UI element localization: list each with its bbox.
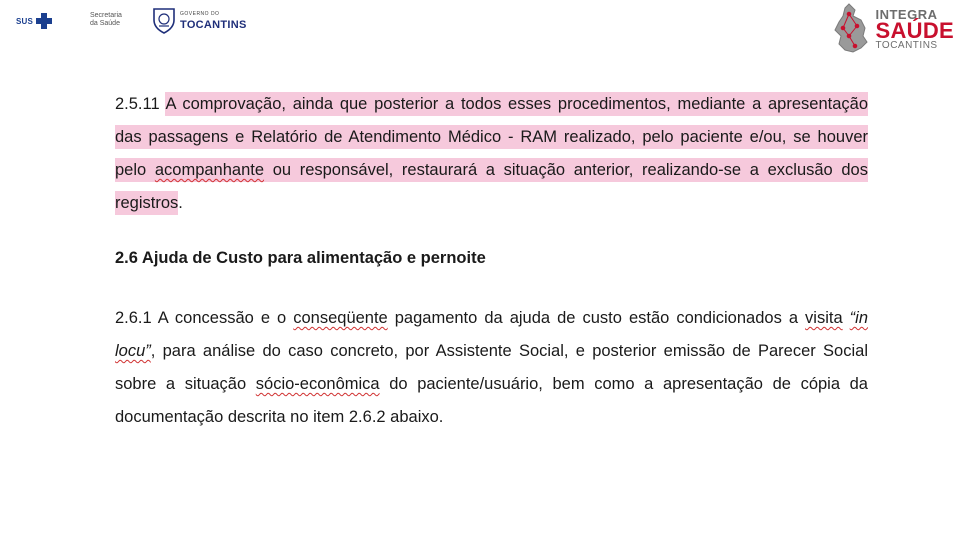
tocantins-shield-icon (152, 6, 176, 34)
integra-saude-logo (831, 2, 954, 54)
secretaria-logo (90, 12, 122, 28)
para2-text1: 2.6.1 A concessão e o (115, 309, 294, 327)
para2-text2: pagamento da ajuda de custo estão condicionados a (387, 309, 806, 327)
spellcheck-word-visita: visita (805, 309, 843, 327)
integra-line1: INTEGRA (875, 7, 938, 22)
document-body (104, 88, 872, 434)
secretaria-line2: da Saúde (90, 20, 120, 27)
para2-text3 (843, 309, 850, 327)
integra-line2: SAÚDE (875, 18, 954, 43)
header-logo-bar (0, 0, 960, 56)
italic-quote-in-locu: “in locu” (115, 309, 869, 360)
spellcheck-word-consequente: conseqüente (293, 309, 388, 327)
sus-logo (16, 13, 52, 29)
highlighted-text (115, 92, 868, 215)
tocantins-map-icon (831, 2, 871, 54)
spellcheck-word-socio-economica: sócio-econômica (255, 375, 380, 393)
paragraph-2-6-1 (104, 302, 872, 434)
sus-label: SUS (16, 16, 34, 26)
integra-line3: TOCANTINS (875, 40, 938, 51)
paragraph-2-5-11 (104, 88, 872, 220)
section-heading-2-6: 2.6 Ajuda de Custo para alimentação e pernoite (115, 249, 486, 267)
tocantins-small-label: GOVERNO DO (180, 11, 220, 17)
sus-cross-icon (36, 13, 52, 29)
spellcheck-word-acompanhante: acompanhante (154, 161, 265, 179)
highlighted-text-part2: ou responsável, restaurará a situação anterior, realizando-se a exclusão dos registros (115, 161, 868, 212)
para2-text4: , para análise do caso concreto, por Assistente Social, e posterior emissão de Parecer Social sobre a situação (115, 342, 868, 393)
tocantins-logo (152, 6, 247, 34)
tocantins-label: TOCANTINS (180, 19, 247, 31)
highlighted-text-part1: A comprovação, ainda que posterior a todos esses procedimentos, mediante a apresentação das passagens e Relatório de Atendimento Médico - RAM realizado, pelo paciente e/ou, se houver pelo (115, 95, 868, 179)
paragraph-number: 2.5.11 (115, 95, 166, 113)
para2-text5: do paciente/usuário, bem como a apresentação de cópia da documentação descrita no item 2.6.2 abaixo. (115, 375, 868, 426)
trailing-period: . (178, 194, 183, 212)
secretaria-line1: Secretaria (90, 12, 122, 19)
